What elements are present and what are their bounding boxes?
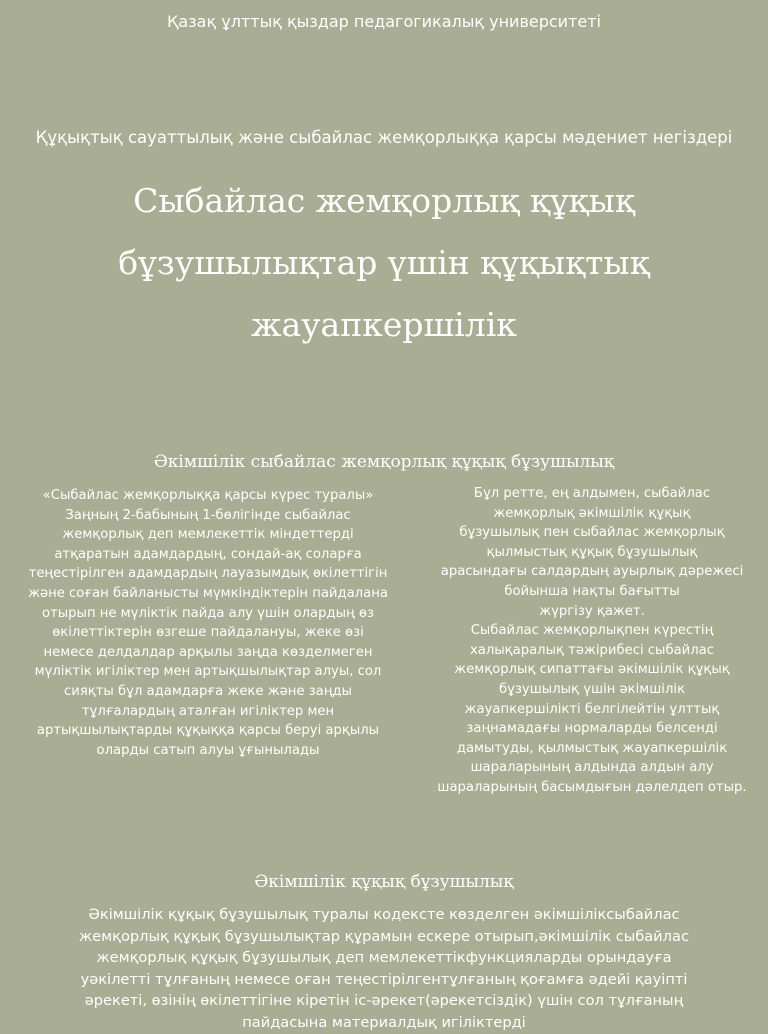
text-line: жемқорлық әкімшілік құқық — [493, 505, 691, 521]
text-line: атқаратын адамдардың, сондай-ақ соларға — [54, 546, 362, 562]
text-line: тұлғалардың аталған игіліктер мен — [81, 703, 335, 719]
text-line: отырып не мүліктік пайда алу үшін олардың өз — [42, 605, 374, 621]
text-line: теңестірілген адамдардың лауазымдық өкілеттігін — [28, 566, 388, 582]
right-column-paragraph — [422, 484, 762, 798]
text-line: мүліктік игіліктер мен артықшылықтар алуы, сол — [34, 664, 382, 680]
text-line: жауапкершілікті белгілейтін ұлттық — [464, 701, 720, 717]
text-line: (әрекетсіздік) үшін сол тұлғаның пайдасына материалдық игіліктерді — [242, 992, 684, 1031]
text-line: қылмыстық құқық бұзушылық — [486, 544, 698, 560]
page-title: Сыбайлас жемқорлық құқық бұзушылықтар үшін құқықтық жауапкершілік — [118, 181, 650, 344]
text-line: өкілеттіктерін өзгеше пайдалануы, жеке өзі — [52, 625, 364, 641]
course-title: Құқықтық сауаттылық және сыбайлас жемқорлыққа қарсы мәдениет негіздері — [35, 128, 733, 147]
text-line: оларды сатып алуы ұғынылады — [96, 742, 320, 758]
text-line: дамытуды, қылмыстық жауапкершілік — [456, 740, 728, 756]
text-line: шараларының басымдығын дәлелдеп отыр. — [437, 779, 747, 795]
text-line: әкімшілік сыбайлас жемқорлық құқық бұзушылық деп мемлекеттік — [96, 927, 689, 967]
text-line: сияқты бұл адамдарға жеке және заңды — [64, 683, 352, 699]
text-line: жемқорлық сипаттағы әкімшілік құқық — [454, 662, 730, 678]
text-line: Бұл ретте, ең алдымен, сыбайлас — [473, 486, 711, 501]
text-line: шараларының алдында алдын алу — [470, 760, 714, 776]
text-line: Сыбайлас жемқорлықпен күрестің — [470, 623, 714, 639]
text-line: жүргізу қажет. — [539, 603, 645, 619]
text-line: немесе делдалдар арқылы заңда көзделмеген — [43, 644, 373, 660]
text-line: жемқорлық деп мемлекеттік міндеттерді — [62, 527, 354, 543]
text-line: тұлғаның қоғамға әдейі қауіпті әрекеті, өзінің өкілеттігіне кіретін іс-әрекет — [84, 970, 688, 1010]
text-line: және соған байланысты мүмкіндіктерін пайдалана — [28, 585, 388, 601]
text-line: сыбайлас жемқорлық құқық бұзушылықтар құрамын ескере отырып, — [79, 906, 680, 945]
university-name: Қазақ ұлттық қыздар педагогикалық университеті — [167, 12, 601, 31]
text-line: Заңның 2-бабының 1-бөлігінде сыбайлас — [65, 507, 351, 523]
text-line: бұзушылық пен сыбайлас жемқорлық — [459, 525, 725, 541]
text-line: заңнамадағы нормаларды белсенді — [466, 721, 718, 737]
text-line: функцияларды орындауға уәкілетті тұлғаның немесе оған теңестірілген — [80, 949, 672, 988]
section-heading-administrative-corruption: Әкімшілік сыбайлас жемқорлық құқық бұзушылық — [153, 452, 615, 472]
left-column-paragraph — [8, 486, 408, 760]
section-heading-administrative-offense: Әкімшілік құқық бұзушылық — [254, 872, 514, 892]
text-line: «Сыбайлас жемқорлыққа қарсы күрес туралы» — [42, 488, 374, 503]
text-line: артықшылықтарды құқыққа қарсы беруі арқылы — [36, 723, 380, 739]
text-line: халықаралық тәжірибесі сыбайлас — [469, 642, 715, 658]
section-body-paragraph — [64, 904, 704, 1034]
text-line: Әкімшілік құқық бұзушылық туралы кодексте көзделген әкімшілік — [88, 906, 607, 923]
text-line: бұзушылық үшін әкімшілік — [498, 681, 686, 697]
text-line: бойынша нақты бағытты — [504, 583, 680, 599]
text-line: арасындағы салдардың ауырлық дәрежесі — [440, 564, 744, 580]
